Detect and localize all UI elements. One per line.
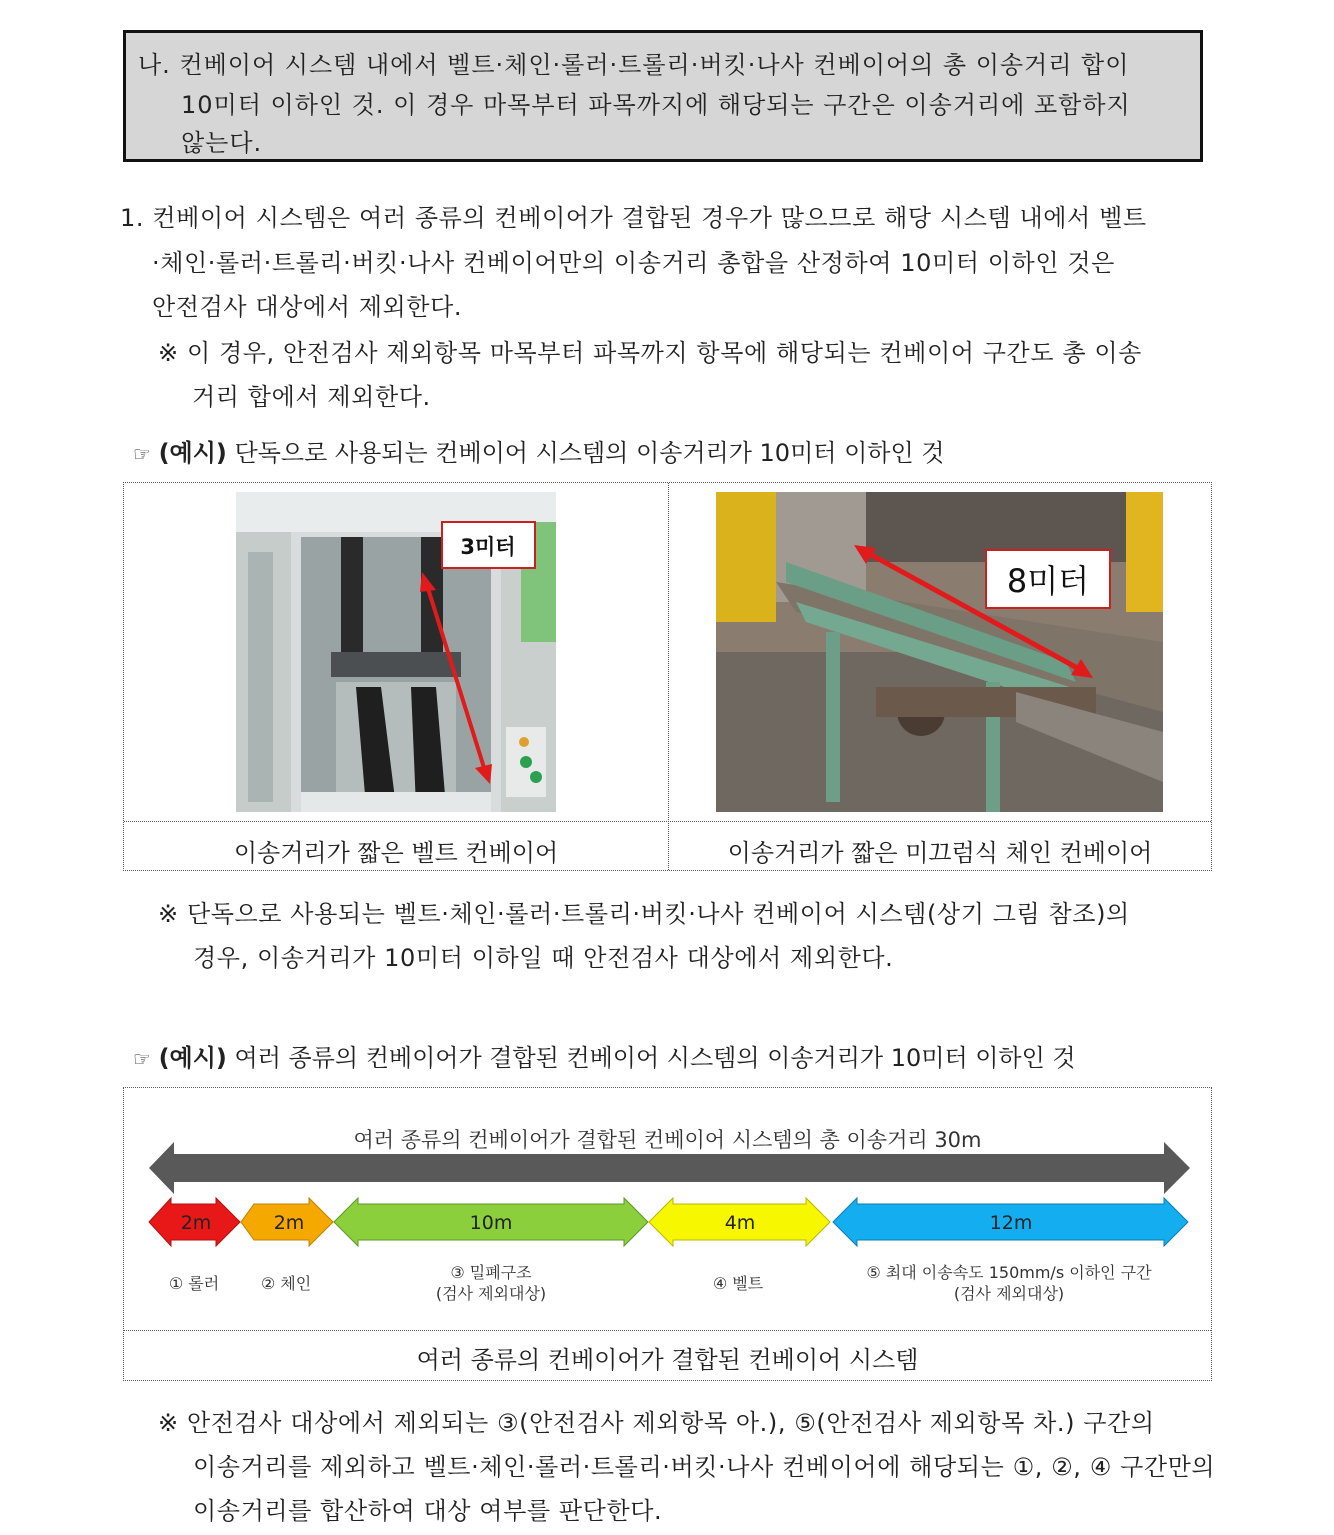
segment-name-label: ⑤ 최대 이송속도 150mm/s 이하인 구간 <box>866 1263 1152 1282</box>
example2-note-line: 이송거리를 제외하고 벨트·체인·롤러·트롤리·버킷·나사 컨베이어에 해당되는 ①, ②, ④ 구간만의 <box>193 1453 1216 1481</box>
boxed-clause <box>123 30 1203 162</box>
photo-distance-label: 8미터 <box>1006 562 1090 600</box>
diagram-caption: 여러 종류의 컨베이어가 결합된 컨베이어 시스템 <box>416 1346 919 1374</box>
example1-note-line: 경우, 이송거리가 10미터 이하일 때 안전검사 대상에서 제외한다. <box>193 944 894 972</box>
boxed-clause-line: 나. 컨베이어 시스템 내에서 벨트·체인·롤러·트롤리·버킷·나사 컨베이어의 총 이송거리 합이 <box>138 51 1130 79</box>
photo-table <box>123 482 1212 871</box>
segment-name-label: ② 체인 <box>260 1274 312 1293</box>
segment-note-label: (검사 제외대상) <box>435 1284 547 1303</box>
item1-note-line: 거리 합에서 제외한다. <box>192 383 431 411</box>
photo-distance-label: 3미터 <box>460 535 516 559</box>
item1-text-line: 1. 컨베이어 시스템은 여러 종류의 컨베이어가 결합된 경우가 많으므로 해당 시스템 내에서 벨트 <box>120 204 1147 232</box>
example1-title: 단독으로 사용되는 컨베이어 시스템의 이송거리가 10미터 이하인 것 <box>234 439 945 467</box>
boxed-clause-line: 않는다. <box>181 129 263 157</box>
example2-note-line: 이송거리를 합산하여 대상 여부를 판단한다. <box>193 1497 663 1525</box>
conveyor-diagram-table <box>123 1087 1212 1381</box>
total-distance-arrow <box>149 1142 1190 1194</box>
example1-note-line: ※ 단독으로 사용되는 벨트·체인·롤러·트롤리·버킷·나사 컨베이어 시스템(상기 그림 참조)의 <box>158 900 1130 928</box>
total-distance-label: 여러 종류의 컨베이어가 결합된 컨베이어 시스템의 총 이송거리 30m <box>353 1128 982 1152</box>
example2-heading <box>133 1038 1076 1073</box>
photo-caption-right: 이송거리가 짧은 미끄럼식 체인 컨베이어 <box>727 839 1153 867</box>
example1-heading <box>133 433 944 468</box>
chain-conveyor-photo <box>716 492 1163 812</box>
photo-caption-left: 이송거리가 짧은 벨트 컨베이어 <box>233 839 559 867</box>
example1-tag: (예시) <box>158 439 227 467</box>
example2-title: 여러 종류의 컨베이어가 결합된 컨베이어 시스템의 이송거리가 10미터 이하인 것 <box>234 1044 1076 1072</box>
example2-tag: (예시) <box>158 1044 227 1072</box>
segment-name-label: ① 롤러 <box>168 1274 220 1293</box>
segment-length-label: 10m <box>469 1212 513 1234</box>
item1-note-line: ※ 이 경우, 안전검사 제외항목 마목부터 파목까지 항목에 해당되는 컨베이어 구간도 총 이송 <box>158 339 1142 367</box>
belt-conveyor-photo <box>236 492 556 812</box>
segment-length-label: 2m <box>180 1212 212 1234</box>
pointing-hand-icon: ☞ <box>133 1047 151 1071</box>
example2-note-line: ※ 안전검사 대상에서 제외되는 ③(안전검사 제외항목 아.), ⑤(안전검사 제외항목 차.) 구간의 <box>158 1409 1155 1437</box>
segment-length-label: 4m <box>724 1212 756 1234</box>
segment-length-label: 2m <box>273 1212 305 1234</box>
segment-note-label: (검사 제외대상) <box>953 1284 1065 1303</box>
segment-name-label: ④ 벨트 <box>712 1274 764 1293</box>
item1-text-line: ·체인·롤러·트롤리·버킷·나사 컨베이어만의 이송거리 총합을 산정하여 10미터 이하인 것은 <box>152 249 1115 277</box>
segment-length-label: 12m <box>989 1212 1033 1234</box>
pointing-hand-icon: ☞ <box>133 442 151 466</box>
item1-text-line: 안전검사 대상에서 제외한다. <box>152 293 463 321</box>
boxed-clause-line: 10미터 이하인 것. 이 경우 마목부터 파목까지에 해당되는 구간은 이송거리에 포함하지 <box>181 91 1131 119</box>
conveyor-segment-diagram <box>144 1142 1194 1252</box>
segment-name-label: ③ 밀폐구조 <box>450 1263 532 1282</box>
